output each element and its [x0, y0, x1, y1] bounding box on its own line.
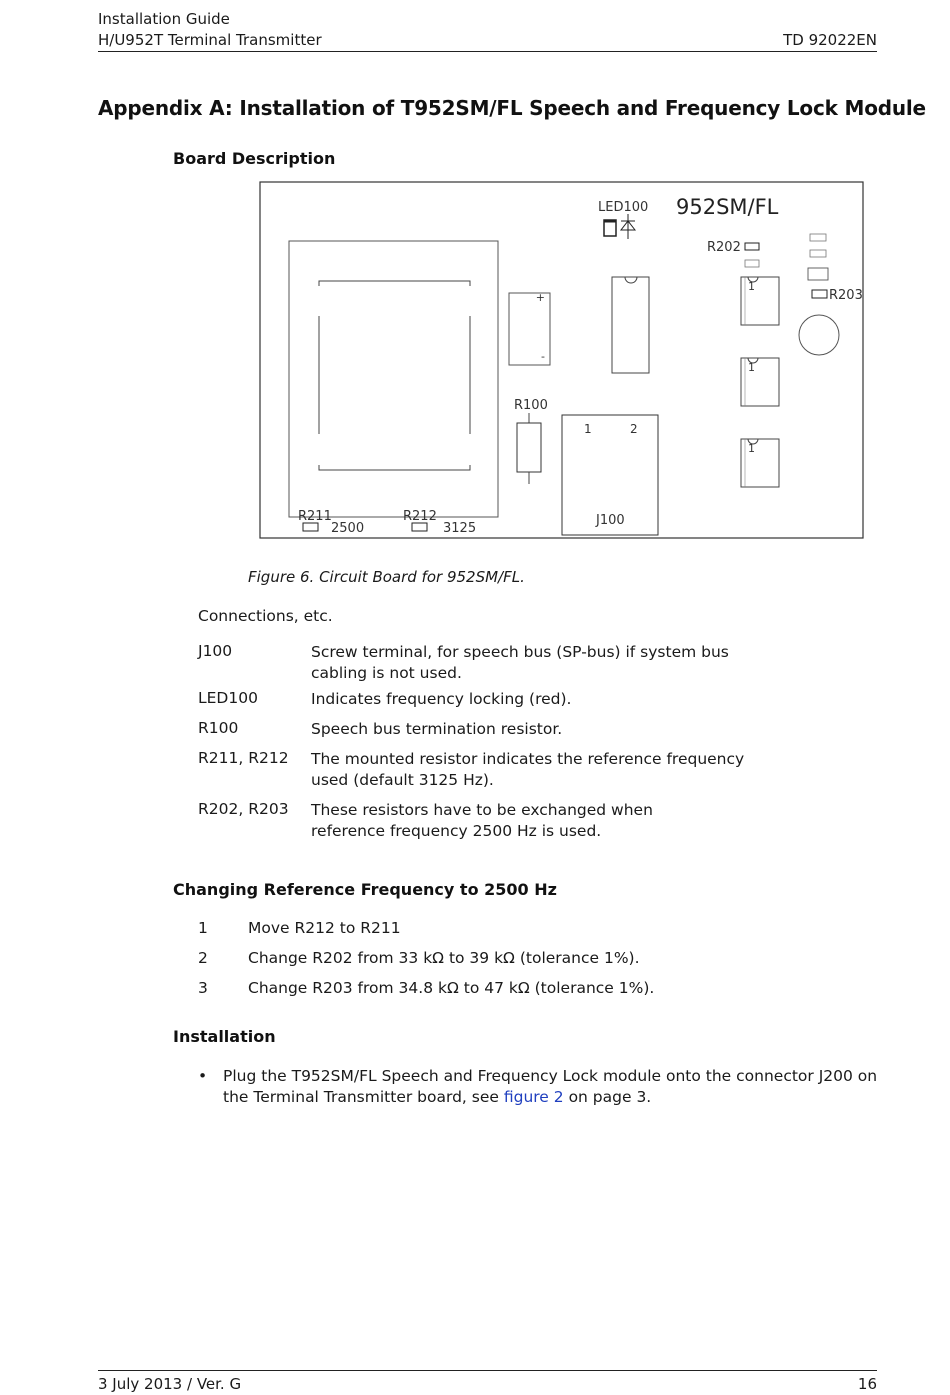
- r211-label: R211: [298, 509, 332, 524]
- r212-freq: 3125: [443, 521, 477, 536]
- installation-text-before: Plug the T952SM/FL Speech and Frequency Lock module onto the connector J200 on the Terminal Transmitter board, see: [223, 1067, 878, 1106]
- installation-heading: Installation: [173, 1027, 276, 1046]
- installation-text: [223, 1066, 883, 1108]
- pad-right-3: [808, 268, 828, 280]
- header-rule: [98, 51, 877, 52]
- board-description-heading: Board Description: [173, 149, 336, 168]
- capacitor-plus: +: [535, 291, 545, 304]
- step-text: Move R212 to R211: [248, 919, 401, 937]
- connection-key: R100: [198, 719, 239, 737]
- step-text: Change R202 from 33 kΩ to 39 kΩ (tolerance 1%).: [248, 949, 640, 967]
- r203-pad: [812, 290, 827, 298]
- transformer-core-bottom: [319, 465, 470, 470]
- r202-pad: [745, 243, 759, 250]
- page-title: Appendix A: Installation of T952SM/FL Speech and Frequency Lock Module: [98, 96, 926, 120]
- figure-2-link[interactable]: figure 2: [503, 1088, 564, 1106]
- connection-key: R211, R212: [198, 749, 289, 767]
- step-number: 1: [198, 919, 208, 937]
- r202-label: R202: [707, 240, 741, 255]
- connection-value: The mounted resistor indicates the reference frequency used (default 3125 Hz).: [311, 750, 745, 789]
- r212-label: R212: [403, 509, 437, 524]
- r202-pad-alt: [745, 260, 759, 267]
- connections-intro: Connections, etc.: [198, 607, 333, 625]
- capacitor-minus: -: [541, 350, 545, 363]
- main-ic: [612, 277, 649, 373]
- r100-label: R100: [514, 398, 548, 413]
- step-text: Change R203 from 34.8 kΩ to 47 kΩ (tolerance 1%).: [248, 979, 655, 997]
- step-number: 2: [198, 949, 208, 967]
- transformer-outline: [289, 241, 498, 517]
- small-ic-3: [741, 439, 779, 487]
- j100-label: J100: [596, 513, 625, 528]
- connection-value: Screw terminal, for speech bus (SP-bus) if system bus cabling is not used.: [311, 643, 729, 682]
- step-number: 3: [198, 979, 208, 997]
- j100-pin1: 1: [584, 422, 592, 436]
- small-ic-3-pin: 1: [748, 442, 755, 455]
- led100-diode-icon: [621, 214, 635, 239]
- header-doc-type: Installation Guide: [98, 10, 230, 28]
- connection-key: LED100: [198, 689, 258, 707]
- r212-pad: [412, 523, 427, 531]
- small-ic-1-pin: 1: [748, 280, 755, 293]
- r211-freq: 2500: [331, 521, 365, 536]
- j100-pin2: 2: [630, 422, 638, 436]
- bullet-icon: •: [198, 1067, 208, 1085]
- pad-right-2: [810, 250, 826, 257]
- board-name: 952SM/FL: [676, 195, 779, 219]
- r211-pad: [303, 523, 318, 531]
- pad-right-1: [810, 234, 826, 241]
- footer-date-version: 3 July 2013 / Ver. G: [98, 1375, 242, 1393]
- led100-label: LED100: [598, 200, 649, 215]
- installation-text-after: on page 3.: [563, 1088, 652, 1106]
- figure-caption: Figure 6. Circuit Board for 952SM/FL.: [248, 568, 525, 586]
- header-product: H/U952T Terminal Transmitter: [98, 31, 322, 49]
- connection-value: Speech bus termination resistor.: [311, 720, 563, 738]
- connection-value: These resistors have to be exchanged when reference frequency 2500 Hz is used.: [311, 801, 653, 840]
- footer-page-number: 16: [857, 1375, 877, 1393]
- round-component: [799, 315, 839, 355]
- small-ic-2: [741, 358, 779, 406]
- r203-label: R203: [829, 288, 863, 303]
- changing-frequency-heading: Changing Reference Frequency to 2500 Hz: [173, 880, 557, 899]
- main-ic-notch: [625, 277, 637, 283]
- footer-rule: [98, 1370, 877, 1371]
- circuit-board-figure: [258, 180, 866, 542]
- connection-key: R202, R203: [198, 800, 289, 818]
- transformer-core-top: [319, 281, 470, 286]
- small-ic-2-pin: 1: [748, 361, 755, 374]
- connection-value: Indicates frequency locking (red).: [311, 690, 572, 708]
- small-ic-1: [741, 277, 779, 325]
- connection-key: J100: [198, 642, 233, 660]
- header-doc-number: TD 92022EN: [783, 31, 877, 49]
- r100-resistor: [517, 423, 541, 472]
